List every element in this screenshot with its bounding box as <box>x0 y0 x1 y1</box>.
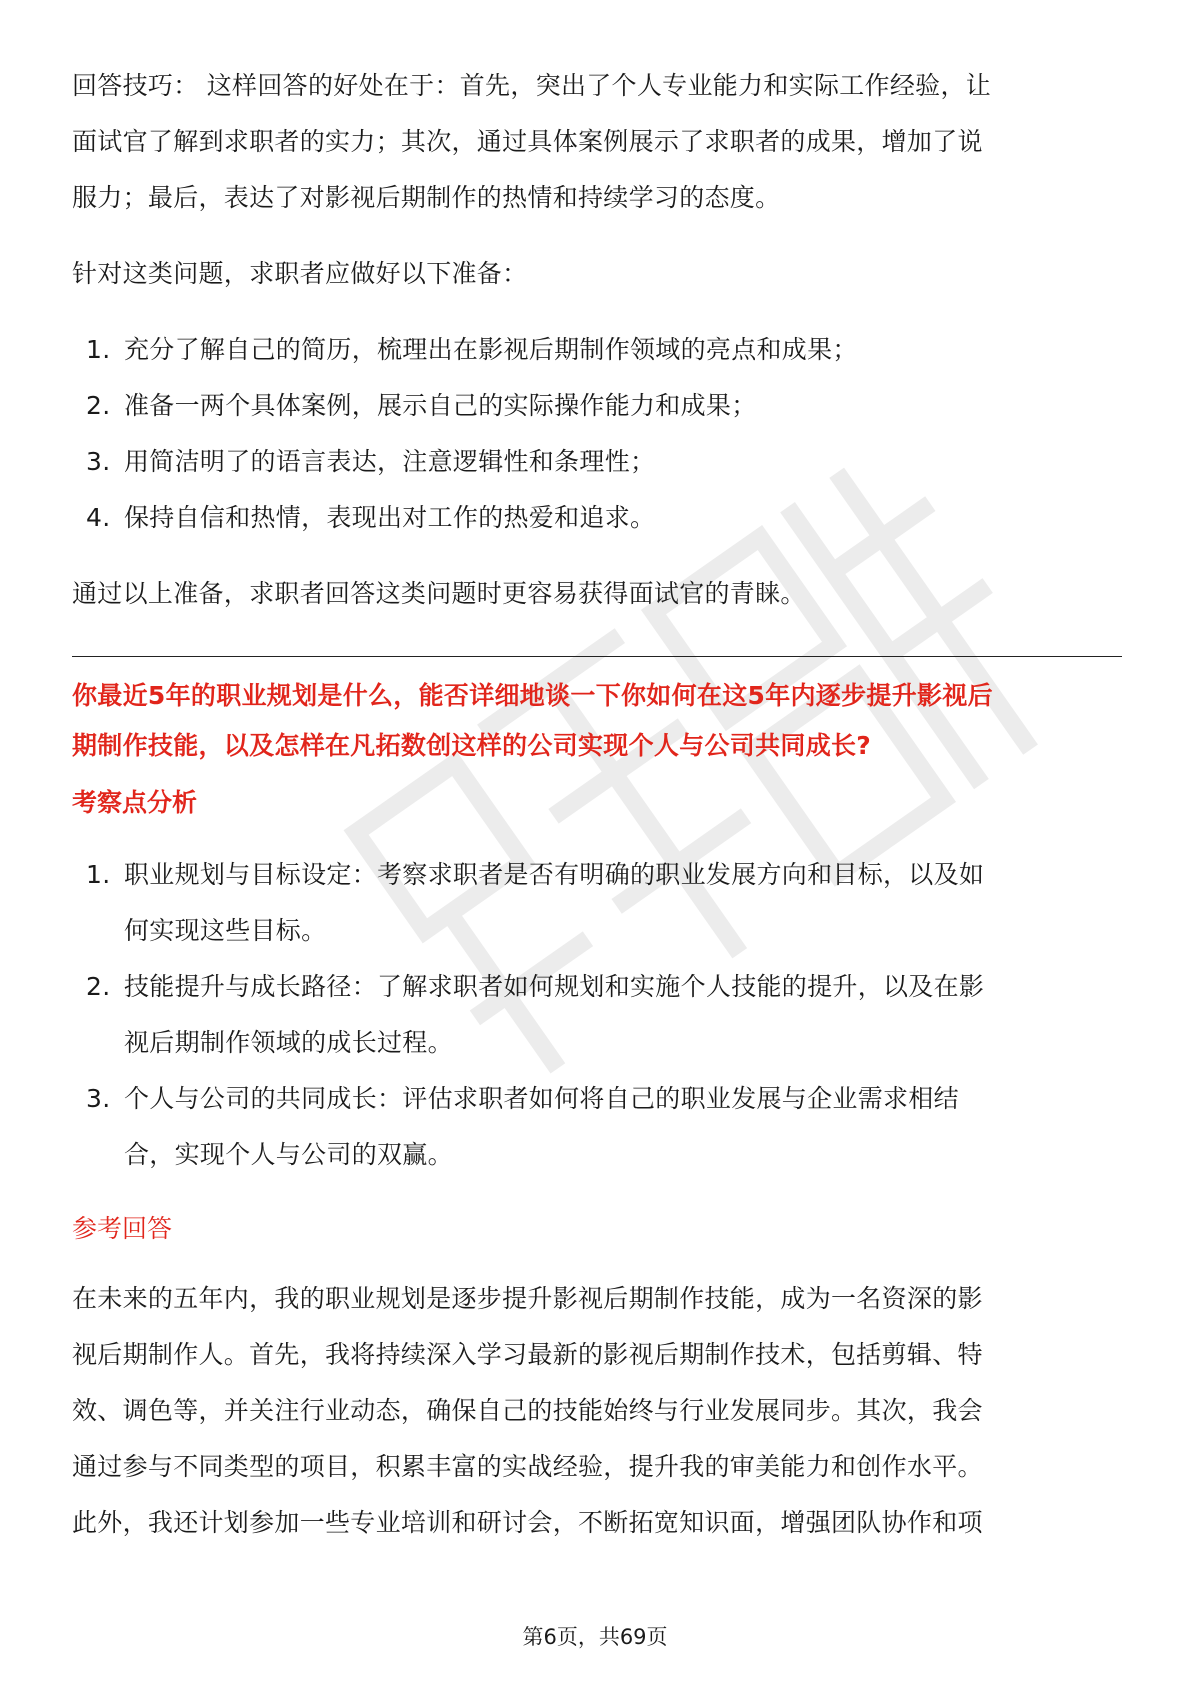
list-item-text: 合，实现个人与公司的双赢。 <box>124 1140 453 1169</box>
list-item <box>72 378 1122 434</box>
text-line: 视后期制作人。首先，我将持续深入学习最新的影视后期制作技术，包括剪辑、特 <box>72 1340 983 1369</box>
list-item-text: 充分了解自己的简历，梳理出在影视后期制作领域的亮点和成果； <box>124 335 858 364</box>
list-number: 3. <box>86 1084 111 1113</box>
list-item <box>72 434 1122 490</box>
analysis-list <box>72 847 1122 1183</box>
list-number: 2. <box>86 391 111 420</box>
list-item <box>72 847 1122 959</box>
analysis-title: 考察点分析 <box>72 788 198 817</box>
text-line: 通过参与不同类型的项目，积累丰富的实战经验，提升我的审美能力和创作水平。 <box>72 1452 983 1481</box>
list-item <box>72 1071 1122 1183</box>
list-number: 4. <box>86 503 111 532</box>
list-item-text: 保持自信和热情，表现出对工作的热爱和追求。 <box>124 503 656 532</box>
list-number: 3. <box>86 447 111 476</box>
list-item <box>72 959 1122 1071</box>
closing-paragraph: 通过以上准备，求职者回答这类问题时更容易获得面试官的青睐。 <box>72 579 806 608</box>
prep-heading: 针对这类问题，求职者应做好以下准备： <box>72 259 528 288</box>
list-item-text: 用简洁明了的语言表达，注意逻辑性和条理性； <box>124 447 656 476</box>
text-line: 此外，我还计划参加一些专业培训和研讨会，不断拓宽知识面，增强团队协作和项 <box>72 1508 983 1537</box>
page-content <box>72 58 1122 1551</box>
list-item-text: 何实现这些目标。 <box>124 916 327 945</box>
list-item-text: 技能提升与成长路径：了解求职者如何规划和实施个人技能的提升，以及在影 <box>124 972 985 1001</box>
list-item-text: 个人与公司的共同成长：评估求职者如何将自己的职业发展与企业需求相结 <box>124 1084 959 1113</box>
text-line: 在未来的五年内，我的职业规划是逐步提升影视后期制作技能，成为一名资深的影 <box>72 1284 983 1313</box>
reference-title: 参考回答 <box>72 1214 173 1243</box>
list-number: 1. <box>86 335 111 364</box>
prep-list <box>72 322 1122 546</box>
text-line: 效、调色等，并关注行业动态，确保自己的技能始终与行业发展同步。其次，我会 <box>72 1396 983 1425</box>
list-number: 1. <box>86 860 111 889</box>
page-number: 第6页，共69页 <box>522 1625 668 1649</box>
text-line: 回答技巧： 这样回答的好处在于：首先，突出了个人专业能力和实际工作经验，让 <box>72 71 992 100</box>
list-item <box>72 322 1122 378</box>
question-line: 期制作技能，以及怎样在凡拓数创这样的公司实现个人与公司共同成长? <box>72 731 872 760</box>
list-item-text: 职业规划与目标设定：考察求职者是否有明确的职业发展方向和目标，以及如 <box>124 860 985 889</box>
list-item-text: 视后期制作领域的成长过程。 <box>124 1028 453 1057</box>
list-item-text: 准备一两个具体案例，展示自己的实际操作能力和成果； <box>124 391 757 420</box>
interview-question <box>72 671 1122 771</box>
text-line: 面试官了解到求职者的实力；其次，通过具体案例展示了求职者的成果，增加了说 <box>72 127 983 156</box>
list-item <box>72 490 1122 546</box>
question-line: 你最近5年的职业规划是什么，能否详细地谈一下你如何在这5年内逐步提升影视后 <box>72 681 993 710</box>
reference-answer <box>72 1271 1122 1551</box>
text-line: 服力；最后，表达了对影视后期制作的热情和持续学习的态度。 <box>72 183 781 212</box>
list-number: 2. <box>86 972 111 1001</box>
answer-tips-paragraph <box>72 58 1122 226</box>
